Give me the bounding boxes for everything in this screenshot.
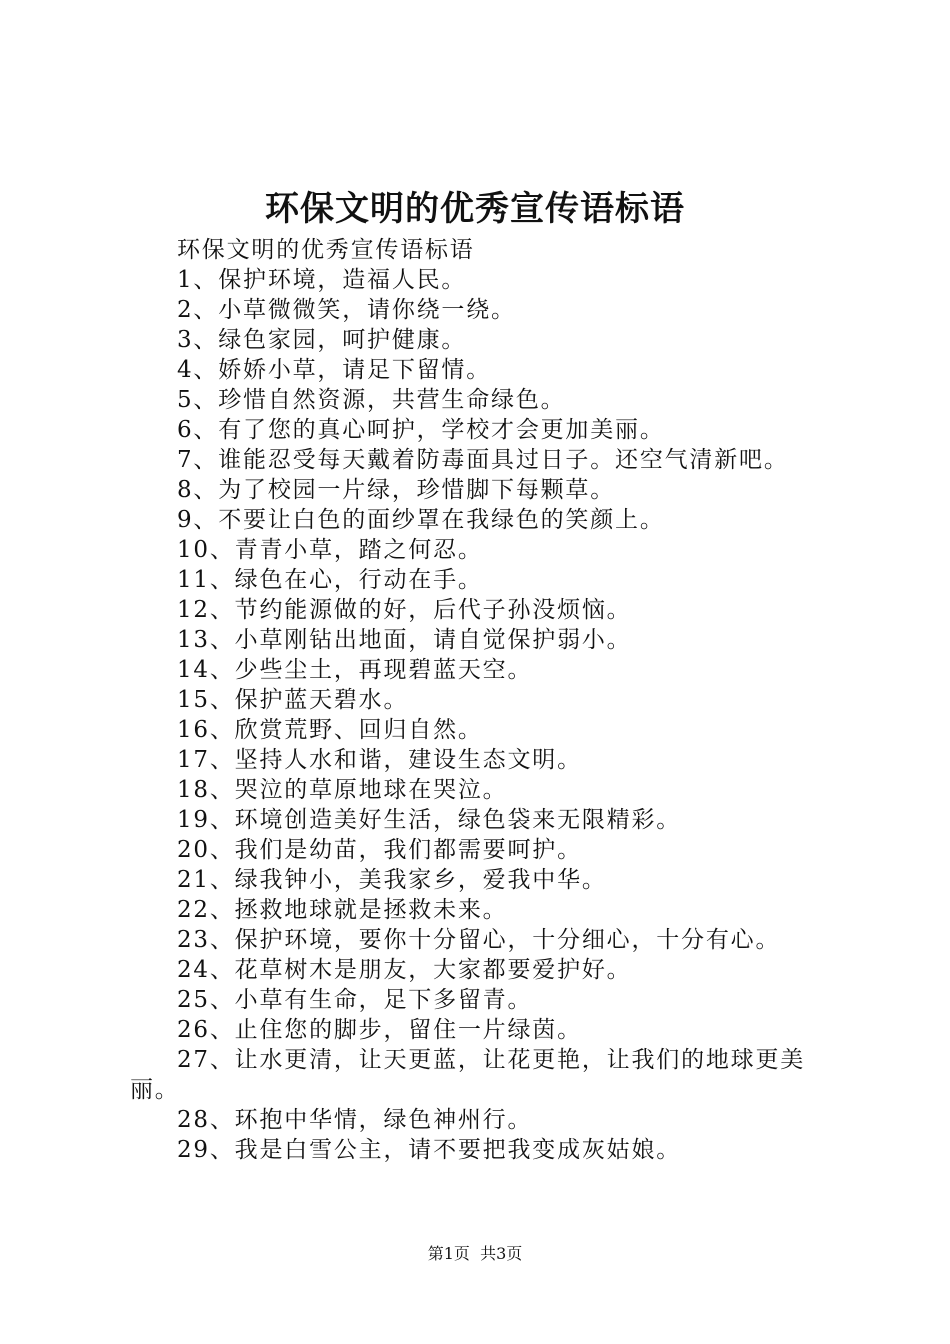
document-body (130, 235, 835, 1165)
paragraph: 24、花草树木是朋友，大家都要爱护好。 (177, 957, 632, 983)
paragraph: 14、少些尘土，再现碧蓝天空。 (177, 657, 533, 683)
paragraph: 20、我们是幼苗，我们都需要呵护。 (177, 837, 582, 863)
paragraph: 4、娇娇小草，请足下留情。 (177, 357, 492, 383)
paragraph: 7、谁能忍受每天戴着防毒面具过日子。还空气清新吧。 (177, 447, 789, 473)
paragraph: 13、小草刚钻出地面，请自觉保护弱小。 (177, 627, 632, 653)
paragraph: 25、小草有生命，足下多留青。 (177, 987, 533, 1013)
paragraph: 26、止住您的脚步，留住一片绿茵。 (177, 1017, 582, 1043)
document-title: 环保文明的优秀宣传语标语 (265, 189, 685, 229)
page-footer (0, 1242, 950, 1266)
paragraph: 3、绿色家园，呵护健康。 (177, 327, 467, 353)
paragraph: 21、绿我钟小，美我家乡，爱我中华。 (177, 867, 607, 893)
paragraph: 5、珍惜自然资源，共营生命绿色。 (177, 387, 566, 413)
paragraph: 12、节约能源做的好，后代子孙没烦恼。 (177, 597, 632, 623)
paragraph: 11、绿色在心，行动在手。 (177, 567, 483, 593)
paragraph: 23、保护环境，要你十分留心，十分细心，十分有心。 (177, 927, 781, 953)
paragraph: 15、保护蓝天碧水。 (177, 687, 409, 713)
paragraph: 18、哭泣的草原地球在哭泣。 (177, 777, 508, 803)
paragraph: 2、小草微微笑，请你绕一绕。 (177, 297, 516, 323)
paragraph: 1、保护环境，造福人民。 (177, 267, 467, 293)
paragraph: 19、环境创造美好生活，绿色袋来无限精彩。 (177, 807, 682, 833)
paragraph: 6、有了您的真心呵护，学校才会更加美丽。 (177, 417, 665, 443)
paragraph: 8、为了校园一片绿，珍惜脚下每颗草。 (177, 477, 616, 503)
paragraph: 17、坚持人水和谐，建设生态文明。 (177, 747, 582, 773)
paragraph: 22、拯救地球就是拯救未来。 (177, 897, 508, 923)
paragraph: 环保文明的优秀宣传语标语 (177, 237, 475, 263)
paragraph: 29、我是白雪公主，请不要把我变成灰姑娘。 (177, 1137, 682, 1163)
paragraph: 10、青青小草，踏之何忍。 (177, 537, 483, 563)
paragraph: 16、欣赏荒野、回归自然。 (177, 717, 483, 743)
paragraph: 28、环抱中华情，绿色神州行。 (177, 1107, 533, 1133)
paragraph: 27、让水更清，让天更蓝，让花更艳，让我们的地球更美丽。 (130, 1047, 806, 1103)
page-number-label: 第1页 共3页 (427, 1244, 523, 1263)
paragraph: 9、不要让白色的面纱罩在我绿色的笑颜上。 (177, 507, 665, 533)
